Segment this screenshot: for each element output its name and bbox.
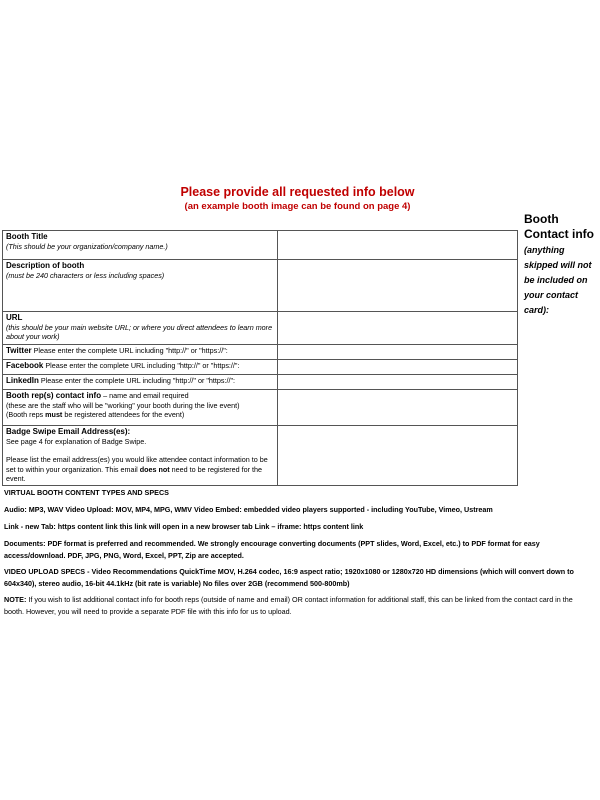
- note-text: If you wish to list additional contact info for booth reps (outside of name and email) OR contact information for additional staff, this can be linked from the contact card in the booth. However, you will need to provide a separate PDF file with this info for us to upload.: [4, 595, 573, 616]
- booth-title-input[interactable]: [278, 231, 518, 260]
- form-row-twitter: [3, 345, 518, 360]
- page-subtitle: (an example booth image can be found on page 4): [184, 201, 411, 212]
- facebook-input[interactable]: [278, 360, 518, 375]
- badge-swipe-hint-1: See page 4 for explanation of Badge Swipe.: [6, 436, 147, 446]
- url-label: URL: [6, 313, 23, 322]
- specs-note: [4, 594, 594, 617]
- booth-reps-hint-1: (these are the staff who will be "working" your booth during the live event): [6, 400, 240, 410]
- form-row-url: [3, 312, 518, 345]
- specs-links: Link - new Tab: https content link this link will open in a new browser tab Link – iframe: https content link: [4, 522, 364, 531]
- specs-heading: VIRTUAL BOOTH CONTENT TYPES AND SPECS: [4, 488, 169, 497]
- badge-swipe-input[interactable]: [278, 426, 518, 486]
- description-input[interactable]: [278, 260, 518, 312]
- linkedin-label: LinkedIn: [6, 376, 39, 385]
- booth-reps-label-rest: – name and email required: [101, 391, 189, 400]
- linkedin-input[interactable]: [278, 375, 518, 390]
- description-hint: (must be 240 characters or less including spaces): [6, 270, 165, 280]
- form-row-badge-swipe: [3, 426, 518, 486]
- booth-reps-label: Booth rep(s) contact info: [6, 391, 102, 400]
- specs-video-upload: VIDEO UPLOAD SPECS - Video Recommendations QuickTime MOV, H.264 codec, 16:9 aspect ratio; 1920x1080 or 1280x720 HD dimensions (which will convert down to 604x340), stereo audio, 16-bit 44.1kHz (bit rate is variable) No files over 2GB (recommend 500-800mb): [4, 567, 574, 588]
- badge-swipe-label: Badge Swipe Email Address(es):: [6, 427, 131, 436]
- linkedin-hint: Please enter the complete URL including "http://" or "https://":: [40, 376, 236, 385]
- url-hint: (this should be your main website URL; or where you direct attendees to learn more about your work): [6, 322, 273, 341]
- url-input[interactable]: [278, 312, 518, 345]
- form-row-linkedin: [3, 375, 518, 390]
- booth-title-hint: (This should be your organization/company name.): [6, 241, 168, 251]
- form-row-booth-title: [3, 231, 518, 260]
- twitter-input[interactable]: [278, 345, 518, 360]
- specs-documents: Documents: PDF format is preferred and recommended. We strongly encourage converting documents (PPT slides, Word, Excel, etc.) to PDF format for easy access/download. PDF, JPG, PNG, Word, Excel, PPT, Zip are accepted.: [4, 539, 540, 560]
- note-label: NOTE:: [4, 595, 27, 604]
- booth-title-label: Booth Title: [6, 232, 48, 241]
- side-note-text: (anything skipped will not be included on your contact card):: [524, 245, 592, 315]
- side-note-title: Booth Contact info: [524, 212, 594, 241]
- badge-swipe-hint-2: Please list the email address(es) you would like attendee contact information to be set to within your organization. This email does not need to be registered for the event.: [6, 455, 268, 483]
- booth-info-form: [2, 230, 518, 486]
- booth-reps-input[interactable]: [278, 390, 518, 426]
- twitter-hint: Please enter the complete URL including "http://" or "https://":: [33, 346, 228, 355]
- facebook-label: Facebook: [6, 361, 44, 370]
- form-row-facebook: [3, 360, 518, 375]
- specs-audio-video: Audio: MP3, WAV Video Upload: MOV, MP4, MPG, WMV Video Embed: embedded video players supported - including YouTube, Vimeo, Ustream: [4, 505, 493, 514]
- booth-contact-side-note: [524, 212, 598, 317]
- page-title: Please provide all requested info below: [180, 185, 415, 199]
- form-row-booth-reps: [3, 390, 518, 426]
- facebook-hint: Please enter the complete URL including "http://" or "https://":: [45, 361, 240, 370]
- booth-reps-hint-2: (Booth reps must be registered attendees for the event): [6, 410, 185, 419]
- form-row-description: [3, 260, 518, 312]
- twitter-label: Twitter: [6, 346, 32, 355]
- description-label: Description of booth: [6, 261, 85, 270]
